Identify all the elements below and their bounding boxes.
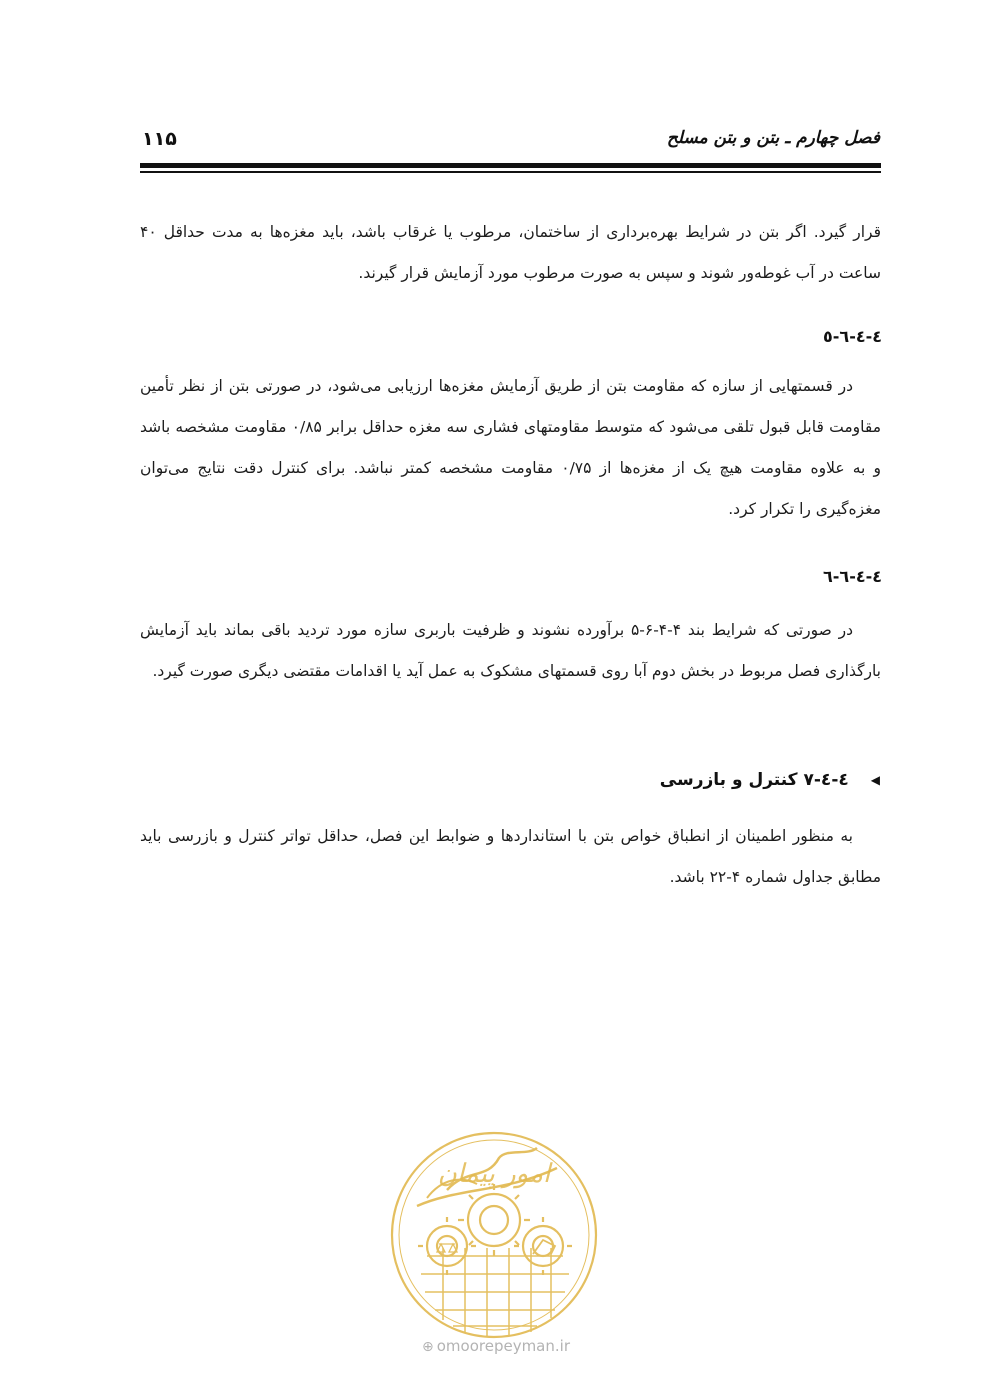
globe-icon: ⊕ xyxy=(422,1339,434,1355)
watermark-site-text: omoorepeyman.ir xyxy=(436,1337,570,1355)
section-number-4-4-6-6: ٤-٤-٦-٦ xyxy=(823,567,882,586)
watermark-logo xyxy=(387,1128,601,1342)
watermark-logo-text: امور پیمان xyxy=(437,1159,551,1189)
paragraph-4: به منظور اطمینان از انطباق خواص بتن با استانداردها و ضوابط این فصل، حداقل تواتر کنترل و بازرسی باید مطابق جداول شماره ۴-۲۲ باشد. xyxy=(140,827,881,886)
paragraph-3: در صورتی که شرایط بند ۴-۴-۶-۵ برآورده نشوند و ظرفیت باربری سازه مورد تردید باقی بماند باید آزمایش بارگذاری فصل مربوط در بخش دوم آبا روی قسمتهای مشکوک به عمل آید یا اقدامات مقتضی دیگری صورت گیرد. xyxy=(140,621,881,680)
section-number-4-4-6-5: ٤-٤-٦-٥ xyxy=(823,327,882,346)
triangle-bullet-icon: ◀ xyxy=(870,773,880,787)
section-heading xyxy=(660,770,880,790)
page-number: ۱۱۵ xyxy=(142,128,177,150)
header-rule-thick xyxy=(140,163,881,168)
watermark-site xyxy=(0,1337,992,1355)
heading-text: ٤-٤-٧ کنترل و بازرسی xyxy=(659,770,849,790)
paragraph-2: در قسمتهایی از سازه که مقاومت بتن از طریق آزمایش مغزه‌ها ارزیابی می‌شود، در صورتی بتن از نظر تأمین مقاومت قابل قبول تلقی می‌شود که متوسط مقاومتهای فشاری سه مغزه حداقل برابر ۰/۸۵ مقاومت مشخصه باشد و به علاوه مقاومت هیچ یک از مغزه‌ها از ۰/۷۵ مقاومت مشخصه کمتر نباشد. برای کنترل دقت نتایج می‌توان مغزه‌گیری را تکرار کرد. xyxy=(140,377,882,518)
header-rule-thin xyxy=(140,171,881,173)
paragraph-1: قرار گیرد. اگر بتن در شرایط بهره‌برداری از ساختمان، مرطوب یا غرقاب باشد، باید مغزه‌ها به مدت حداقل ۴۰ ساعت در آب غوطه‌ور شوند و سپس به صورت مرطوب مورد آزمایش قرار گیرند. xyxy=(140,223,881,282)
chapter-title: فصل چهارم ـ بتن و بتن مسلح xyxy=(666,128,880,148)
